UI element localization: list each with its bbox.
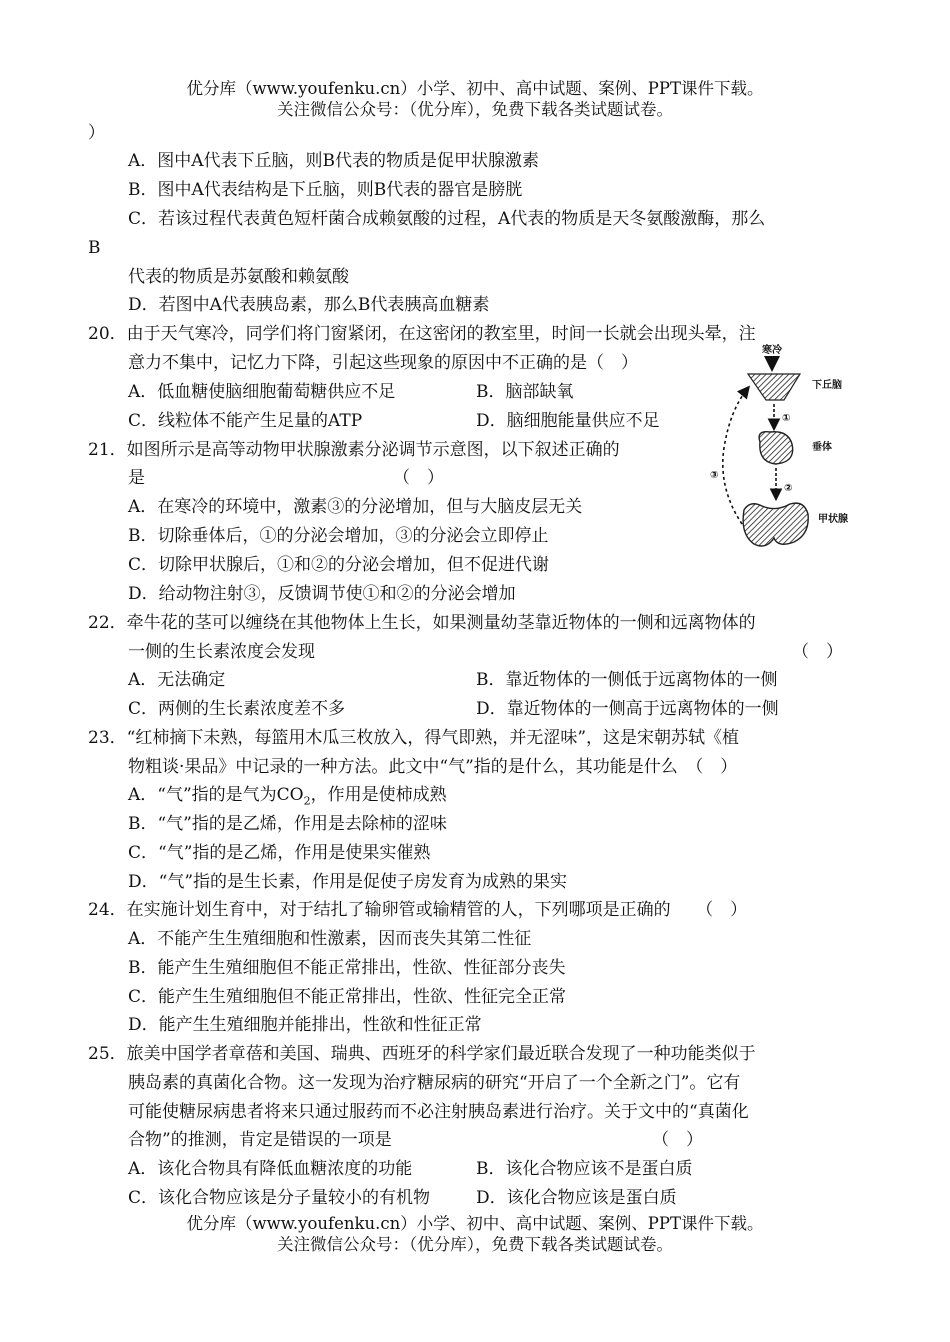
q25-stem-line3: 可能使糖尿病患者将来只通过服药而不必注射胰岛素进行治疗。关于文中的“真菌化 bbox=[128, 1102, 749, 1122]
q22-option-b: B．靠近物体的一侧低于远离物体的一侧 bbox=[476, 670, 778, 690]
q22-option-c: C．两侧的生长素浓度差不多 bbox=[128, 699, 346, 719]
q19-option-b: B．图中A代表结构是下丘脑，则B代表的器官是膀胱 bbox=[128, 180, 523, 200]
q23-stem-line2: 物粗谈·果品》中记录的一种方法。此文中“气”指的是什么，其功能是什么 （ ） bbox=[128, 757, 738, 777]
q23-option-a-text-end: ，作用是使柿成熟 bbox=[310, 785, 447, 805]
q19-option-d: D．若图中A代表胰岛素，那么B代表胰高血糖素 bbox=[128, 295, 490, 315]
footer-line-2: 关注微信公众号：（优分库），免费下载各类试题试卷。 bbox=[277, 1235, 673, 1254]
hypothalamus-shape bbox=[748, 374, 800, 400]
q20-option-a: A．低血糖使脑细胞葡萄糖供应不足 bbox=[128, 382, 396, 402]
footer-line-1: 优分库（www.youfenku.cn）小学、初中、高中试题、案例、PPT课件下载。 bbox=[186, 1214, 764, 1233]
arrow-3-feedback bbox=[723, 388, 748, 524]
q21-stem-line2: 是 bbox=[128, 468, 145, 488]
q25-option-c: C．该化合物应该是分子量较小的有机物 bbox=[128, 1188, 431, 1208]
header-line-2: 关注微信公众号：（优分库），免费下载各类试题试卷。 bbox=[277, 100, 673, 119]
label-thyroid: 甲状腺 bbox=[818, 514, 848, 525]
q23-option-c: C．“气”指的是乙烯，作用是使果实催熟 bbox=[128, 843, 431, 863]
q24-stem-line1: 24．在实施计划生育中，对于结扎了输卵管或输精管的人，下列哪项是正确的 （ ） bbox=[88, 900, 748, 920]
label-n3: ③ bbox=[710, 470, 719, 481]
q19-option-c-line2: 代表的物质是苏氨酸和赖氨酸 bbox=[128, 267, 349, 287]
label-n1: ① bbox=[782, 413, 791, 424]
label-pituitary: 垂体 bbox=[812, 442, 832, 453]
q23-option-d: D．“气”指的是生长素，作用是促使子房发育为成熟的果实 bbox=[128, 872, 568, 892]
q25-option-a: A．该化合物具有降低血糖浓度的功能 bbox=[128, 1159, 413, 1179]
q25-option-d: D．该化合物应该是蛋白质 bbox=[476, 1188, 677, 1208]
q21-option-b: B．切除垂体后，①的分泌会增加，③的分泌会立即停止 bbox=[128, 526, 549, 546]
q19-option-a: A．图中A代表下丘脑，则B代表的物质是促甲状腺激素 bbox=[128, 151, 540, 171]
q22-answer-paren: （ ） bbox=[792, 642, 843, 662]
label-n2: ② bbox=[784, 483, 793, 494]
q23-option-a-subscript: 2 bbox=[303, 794, 311, 808]
q24-option-c: C．能产生生殖细胞但不能正常排出，性欲、性征完全正常 bbox=[128, 987, 567, 1007]
q19-option-c-wrap: B bbox=[88, 238, 101, 258]
q25-stem-line1: 25．旅美中国学者章蓓和美国、瑞典、西班牙的科学家们最近联合发现了一种功能类似于 bbox=[88, 1044, 756, 1064]
q19-option-c-line1: C．若该过程代表黄色短杆菌合成赖氨酸的过程，A代表的物质是天冬氨酸激酶，那么 bbox=[128, 209, 766, 229]
q23-option-b: B．“气”指的是乙烯，作用是去除柿的涩味 bbox=[128, 814, 447, 834]
q24-option-b: B．能产生生殖细胞但不能正常排出，性欲、性征部分丧失 bbox=[128, 958, 566, 978]
q23-option-a bbox=[128, 782, 447, 808]
q25-answer-paren: （ ） bbox=[652, 1130, 703, 1150]
q25-stem-line2: 胰岛素的真菌化合物。这一发现为治疗糖尿病的研究“开启了一个全新之门”。它有 bbox=[128, 1073, 741, 1093]
q23-option-a-text: A．“气”指的是气为CO bbox=[128, 785, 304, 805]
q21-option-c: C．切除甲状腺后，①和②的分泌会增加，但不促进代谢 bbox=[128, 555, 550, 575]
thyroid-regulation-diagram bbox=[700, 338, 870, 558]
q20-option-d: D．脑细胞能量供应不足 bbox=[476, 411, 660, 431]
label-hypothalamus: 下丘脑 bbox=[812, 380, 842, 391]
q20-stem-line1: 20．由于天气寒冷，同学们将门窗紧闭，在这密闭的教室里，时间一长就会出现头晕，注 bbox=[88, 324, 756, 344]
pituitary-shape bbox=[759, 432, 793, 464]
q21-answer-paren: （ ） bbox=[393, 468, 444, 488]
q25-option-b: B．该化合物应该不是蛋白质 bbox=[476, 1159, 693, 1179]
q24-option-a: A．不能产生生殖细胞和性激素，因而丧失其第二性征 bbox=[128, 929, 532, 949]
label-cold: 寒冷 bbox=[762, 345, 782, 356]
q22-stem-line2: 一侧的生长素浓度会发现 bbox=[128, 642, 315, 662]
q20-option-b: B．脑部缺氧 bbox=[476, 382, 574, 402]
q21-stem-line1: 21．如图所示是高等动物甲状腺激素分泌调节示意图，以下叙述正确的 bbox=[88, 440, 620, 460]
q20-stem-line2: 意力不集中，记忆力下降，引起这些现象的原因中不正确的是（ ） bbox=[128, 353, 638, 373]
q22-option-d: D．靠近物体的一侧高于远离物体的一侧 bbox=[476, 699, 779, 719]
q23-stem-line1: 23．“红柿摘下未熟，每篮用木瓜三枚放入，得气即熟，并无涩味”，这是宋朝苏轼《植 bbox=[88, 728, 740, 748]
q24-option-d: D．能产生生殖细胞并能排出，性欲和性征正常 bbox=[128, 1015, 482, 1035]
header-line-1: 优分库（www.youfenku.cn）小学、初中、高中试题、案例、PPT课件下载。 bbox=[186, 79, 764, 98]
q19-stem-end: ） bbox=[88, 123, 105, 143]
q20-option-c: C．线粒体不能产生足量的ATP bbox=[128, 411, 363, 431]
q21-option-d: D．给动物注射③，反馈调节使①和②的分泌会增加 bbox=[128, 584, 516, 604]
q21-option-a: A．在寒冷的环境中，激素③的分泌增加，但与大脑皮层无关 bbox=[128, 497, 583, 517]
q22-stem-line1: 22．牵牛花的茎可以缠绕在其他物体上生长，如果测量幼茎靠近物体的一侧和远离物体的 bbox=[88, 613, 756, 633]
q22-option-a: A．无法确定 bbox=[128, 670, 226, 690]
thyroid-shape bbox=[743, 503, 808, 546]
q25-stem-line4: 合物”的推测，肯定是错误的一项是 bbox=[128, 1130, 392, 1150]
